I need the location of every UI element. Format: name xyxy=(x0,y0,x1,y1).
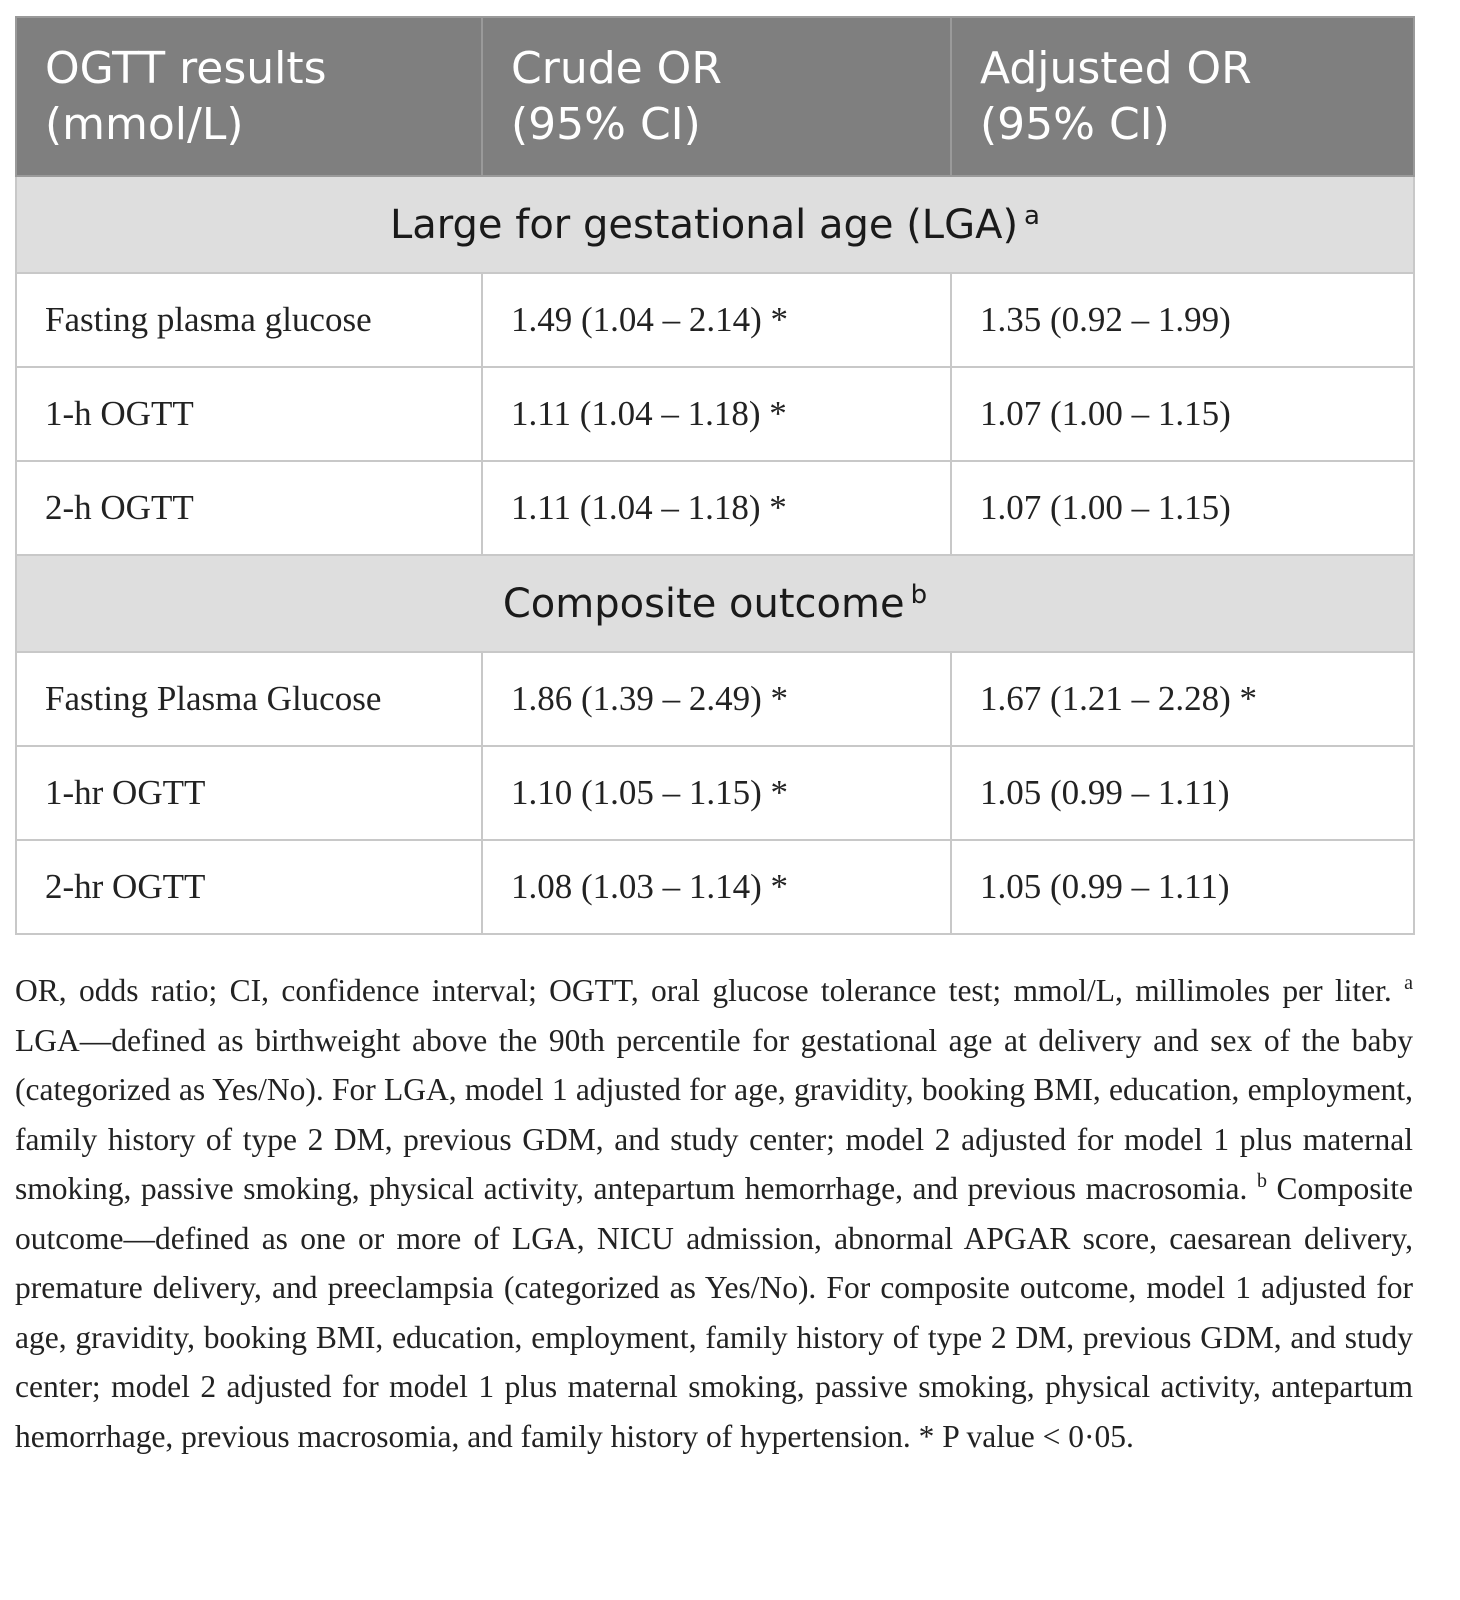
section-title xyxy=(16,555,1414,652)
table-row xyxy=(16,461,1414,555)
footnote-marker: a xyxy=(1024,201,1040,231)
row-label: Fasting Plasma Glucose xyxy=(16,652,482,746)
header-adjusted-or xyxy=(951,17,1414,176)
adjusted-or-cell: 1.35 (0.92 – 1.99) xyxy=(951,273,1414,367)
section-row-lga xyxy=(16,176,1414,273)
header-row xyxy=(16,17,1414,176)
crude-or-cell: 1.08 (1.03 – 1.14) * xyxy=(482,840,951,934)
crude-or-cell: 1.86 (1.39 – 2.49) * xyxy=(482,652,951,746)
table-row xyxy=(16,840,1414,934)
footnote-text: Composite outcome—defined as one or more of LGA, NICU admission, abnormal APGAR score, caesarean delivery, premature delivery, and preeclampsia (categorized as Yes/No). For composite outcome, model 1 adjusted for age, gravidity, booking BMI, education, employment, family history of type 2 DM, previous GDM, and study center; model 2 adjusted for model 1 plus maternal smoking, passive smoking, physical activity, antepartum hemorrhage, previous macrosomia, and family history of hypertension. * P value < 0·05. xyxy=(15,1171,1413,1454)
section-title-text: Composite outcome xyxy=(502,581,905,627)
header-line: (95% CI) xyxy=(980,98,1170,150)
adjusted-or-cell: 1.05 (0.99 – 1.11) xyxy=(951,840,1414,934)
row-label: 2-h OGTT xyxy=(16,461,482,555)
header-line: Crude OR xyxy=(511,42,722,94)
header-line: Adjusted OR xyxy=(980,42,1252,94)
row-label: 1-hr OGTT xyxy=(16,746,482,840)
adjusted-or-cell: 1.67 (1.21 – 2.28) * xyxy=(951,652,1414,746)
table-row xyxy=(16,367,1414,461)
header-line: (95% CI) xyxy=(511,98,701,150)
header-crude-or xyxy=(482,17,951,176)
footnote-marker: a xyxy=(1404,972,1413,994)
row-label: 1-h OGTT xyxy=(16,367,482,461)
crude-or-cell: 1.11 (1.04 – 1.18) * xyxy=(482,367,951,461)
row-label: 2-hr OGTT xyxy=(16,840,482,934)
adjusted-or-cell: 1.07 (1.00 – 1.15) xyxy=(951,461,1414,555)
table-row xyxy=(16,273,1414,367)
footnote-text: LGA—defined as birthweight above the 90th percentile for gestational age at delivery and sex of the baby (categorized as Yes/No). For LGA, model 1 adjusted for age, gravidity, booking BMI, education, employment, family history of type 2 DM, previous GDM, and study center; model 2 adjusted for model 1 plus maternal smoking, passive smoking, physical activity, antepartum hemorrhage, and previous macrosomia. xyxy=(15,1022,1413,1206)
header-ogtt-results xyxy=(16,17,482,176)
table-row xyxy=(16,652,1414,746)
crude-or-cell: 1.10 (1.05 – 1.15) * xyxy=(482,746,951,840)
table-row xyxy=(16,746,1414,840)
footnote-text: OR, odds ratio; CI, confidence interval; OGTT, oral glucose tolerance test; mmol/L, millimoles per liter. xyxy=(15,973,1405,1008)
header-line: (mmol/L) xyxy=(45,98,244,150)
adjusted-or-cell: 1.07 (1.00 – 1.15) xyxy=(951,367,1414,461)
footnote-marker: b xyxy=(910,580,928,610)
row-label: Fasting plasma glucose xyxy=(16,273,482,367)
adjusted-or-cell: 1.05 (0.99 – 1.11) xyxy=(951,746,1414,840)
odds-ratio-table xyxy=(15,16,1415,935)
crude-or-cell: 1.49 (1.04 – 2.14) * xyxy=(482,273,951,367)
footnote-marker: b xyxy=(1256,1170,1267,1192)
table-footnote xyxy=(15,966,1413,1461)
section-row-composite xyxy=(16,555,1414,652)
header-line: OGTT results xyxy=(45,42,327,94)
section-title xyxy=(16,176,1414,273)
section-title-text: Large for gestational age (LGA) xyxy=(390,202,1019,248)
crude-or-cell: 1.11 (1.04 – 1.18) * xyxy=(482,461,951,555)
